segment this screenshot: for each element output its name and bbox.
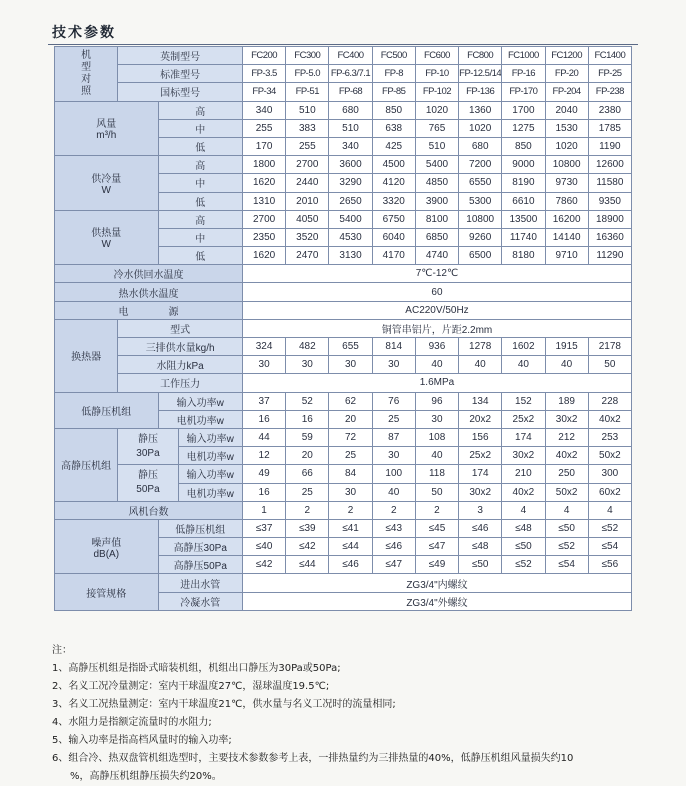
airflow-cell: 340	[329, 137, 372, 155]
exchanger-type-label: 型式	[118, 319, 243, 337]
cooling-cell: 6550	[459, 174, 502, 192]
high-static-row-label: 电机功率w	[178, 447, 242, 465]
title-divider	[48, 44, 638, 45]
cooling-cell: 4500	[372, 156, 415, 174]
low-static-label: 低静压机组	[55, 392, 159, 428]
model-cell: FP-5.0	[286, 65, 329, 83]
noise-cell: ≤42	[286, 538, 329, 556]
note-6-cont: %，高静压机组静压损失约20%。	[70, 771, 222, 782]
low-static-cell: 30	[415, 410, 458, 428]
model-cell: FP-6.3/7.1	[329, 65, 372, 83]
cooling-level-label: 高	[158, 156, 242, 174]
pipe-row-value: ZG3/4"外螺纹	[242, 592, 631, 610]
airflow-cell: 680	[459, 137, 502, 155]
low-static-cell: 40x2	[588, 410, 631, 428]
static-pressure-label: 静压30Pa	[118, 428, 178, 464]
low-static-cell: 76	[372, 392, 415, 410]
model-cell: FP-16	[502, 65, 545, 83]
high-static-cell: 40	[372, 483, 415, 501]
note-5: 5、输入功率是指高档风量时的输入功率;	[52, 735, 232, 746]
low-static-cell: 52	[286, 392, 329, 410]
airflow-cell: 255	[286, 137, 329, 155]
noise-cell: ≤44	[329, 538, 372, 556]
noise-cell: ≤41	[329, 519, 372, 537]
noise-cell: ≤52	[545, 538, 588, 556]
cooling-cell: 9000	[502, 156, 545, 174]
spec-row-label: 电 源	[55, 301, 243, 319]
model-cell: FP-102	[415, 83, 458, 101]
airflow-cell: 383	[286, 119, 329, 137]
high-static-cell: 118	[415, 465, 458, 483]
heating-cell: 16360	[588, 228, 631, 246]
model-cell: FP-20	[545, 65, 588, 83]
airflow-cell: 850	[502, 137, 545, 155]
noise-cell: ≤56	[588, 556, 631, 574]
spec-table	[54, 46, 632, 611]
noise-cell: ≤39	[286, 519, 329, 537]
exchanger-label: 换热器	[55, 319, 118, 392]
exchanger-flow-cell: 936	[415, 338, 458, 356]
high-static-cell: 210	[502, 465, 545, 483]
spec-row-label: 热水供水温度	[55, 283, 243, 301]
heating-cell: 3130	[329, 247, 372, 265]
noise-cell: ≤50	[502, 538, 545, 556]
low-static-cell: 152	[502, 392, 545, 410]
noise-cell: ≤46	[459, 519, 502, 537]
high-static-cell: 30x2	[459, 483, 502, 501]
heating-cell: 9710	[545, 247, 588, 265]
airflow-cell: 425	[372, 137, 415, 155]
noise-cell: ≤37	[242, 519, 285, 537]
cooling-cell: 1310	[242, 192, 285, 210]
heating-cell: 16200	[545, 210, 588, 228]
heating-level-label: 低	[158, 247, 242, 265]
airflow-cell: 1020	[459, 119, 502, 137]
exchanger-resist-cell: 50	[588, 356, 631, 374]
heating-cell: 2470	[286, 247, 329, 265]
low-static-cell: 37	[242, 392, 285, 410]
heating-cell: 4050	[286, 210, 329, 228]
cooling-cell: 2650	[329, 192, 372, 210]
high-static-cell: 30	[372, 447, 415, 465]
noise-cell: ≤52	[588, 519, 631, 537]
airflow-cell: 1190	[588, 137, 631, 155]
low-static-row-label: 电机功率w	[158, 410, 242, 428]
low-static-cell: 25x2	[502, 410, 545, 428]
cooling-cell: 1800	[242, 156, 285, 174]
exchanger-flow-cell: 2178	[588, 338, 631, 356]
exchanger-pressure-value: 1.6MPa	[242, 374, 631, 392]
noise-cell: ≤45	[415, 519, 458, 537]
model-cell: FC200	[242, 47, 285, 65]
pipe-row-value: ZG3/4"内螺纹	[242, 574, 631, 592]
airflow-cell: 1020	[545, 137, 588, 155]
high-static-cell: 50x2	[545, 483, 588, 501]
noise-cell: ≤50	[459, 556, 502, 574]
airflow-cell: 765	[415, 119, 458, 137]
low-static-cell: 134	[459, 392, 502, 410]
fan-count-cell: 2	[372, 501, 415, 519]
model-cell: FP-170	[502, 83, 545, 101]
page-title: 技术参数	[52, 25, 116, 41]
spec-row-value: 7℃-12℃	[242, 265, 631, 283]
spec-row-label: 冷水供回水温度	[55, 265, 243, 283]
high-static-cell: 108	[415, 428, 458, 446]
fan-count-cell: 2	[415, 501, 458, 519]
exchanger-flow-cell: 1278	[459, 338, 502, 356]
heating-level-label: 高	[158, 210, 242, 228]
note-3: 3、名义工况热量测定：室内干球温度21℃，供水量与名义工况时的流量相同;	[52, 699, 396, 710]
high-static-cell: 30x2	[502, 447, 545, 465]
airflow-cell: 1275	[502, 119, 545, 137]
high-static-row-label: 电机功率w	[178, 483, 242, 501]
low-static-cell: 25	[372, 410, 415, 428]
cooling-cell: 2010	[286, 192, 329, 210]
heating-cell: 8100	[415, 210, 458, 228]
cooling-cell: 3600	[329, 156, 372, 174]
airflow-cell: 340	[242, 101, 285, 119]
exchanger-flow-cell: 1602	[502, 338, 545, 356]
high-static-cell: 25	[286, 483, 329, 501]
heating-level-label: 中	[158, 228, 242, 246]
noise-cell: ≤48	[502, 519, 545, 537]
fan-count-label: 风机台数	[55, 501, 243, 519]
heating-cell: 2700	[242, 210, 285, 228]
heating-cell: 10800	[459, 210, 502, 228]
airflow-cell: 255	[242, 119, 285, 137]
heating-cell: 4530	[329, 228, 372, 246]
cooling-cell: 3290	[329, 174, 372, 192]
noise-cell: ≤42	[242, 556, 285, 574]
exchanger-resist-cell: 30	[286, 356, 329, 374]
noise-cell: ≤54	[588, 538, 631, 556]
heating-cell: 14140	[545, 228, 588, 246]
airflow-cell: 850	[372, 101, 415, 119]
low-static-cell: 16	[242, 410, 285, 428]
noise-row-label: 高静压50Pa	[158, 556, 242, 574]
airflow-label: 风量 m³/h	[55, 101, 159, 156]
cooling-cell: 4850	[415, 174, 458, 192]
high-static-cell: 50	[415, 483, 458, 501]
airflow-cell: 510	[415, 137, 458, 155]
cooling-cell: 3900	[415, 192, 458, 210]
cooling-cell: 2440	[286, 174, 329, 192]
noise-cell: ≤46	[329, 556, 372, 574]
airflow-cell: 1700	[502, 101, 545, 119]
airflow-cell: 1020	[415, 101, 458, 119]
model-cell: FC1400	[588, 47, 631, 65]
note-4: 4、水阻力是指额定流量时的水阻力;	[52, 717, 212, 728]
airflow-cell: 1360	[459, 101, 502, 119]
airflow-cell: 2380	[588, 101, 631, 119]
heating-cell: 8180	[502, 247, 545, 265]
note-6: 6、组合冷、热双盘管机组选型时，主要技术参数参考上表，一排热量约为三排热量的40%，低静压机组风量损失约10	[52, 753, 574, 764]
cooling-cell: 9730	[545, 174, 588, 192]
low-static-cell: 20x2	[459, 410, 502, 428]
airflow-cell: 510	[329, 119, 372, 137]
model-cell: FC1200	[545, 47, 588, 65]
high-static-cell: 174	[459, 465, 502, 483]
exchanger-pressure-label: 工作压力	[118, 374, 243, 392]
cooling-cell: 8190	[502, 174, 545, 192]
high-static-cell: 250	[545, 465, 588, 483]
fan-count-cell: 4	[502, 501, 545, 519]
cooling-level-label: 中	[158, 174, 242, 192]
cooling-cell: 9350	[588, 192, 631, 210]
low-static-row-label: 输入功率w	[158, 392, 242, 410]
high-static-cell: 49	[242, 465, 285, 483]
cooling-cell: 1620	[242, 174, 285, 192]
airflow-level-label: 低	[158, 137, 242, 155]
notes	[52, 642, 652, 786]
noise-row-label: 高静压30Pa	[158, 538, 242, 556]
cooling-cell: 6610	[502, 192, 545, 210]
low-static-cell: 20	[329, 410, 372, 428]
noise-cell: ≤52	[502, 556, 545, 574]
noise-cell: ≤44	[286, 556, 329, 574]
cooling-level-label: 低	[158, 192, 242, 210]
heating-cell: 11740	[502, 228, 545, 246]
heating-cell: 9260	[459, 228, 502, 246]
model-cell: FP-68	[329, 83, 372, 101]
heating-cell: 6850	[415, 228, 458, 246]
airflow-level-label: 中	[158, 119, 242, 137]
heating-label: 供热量 W	[55, 210, 159, 265]
heating-cell: 6750	[372, 210, 415, 228]
model-row-label: 英制型号	[118, 47, 243, 65]
model-cell: FC400	[329, 47, 372, 65]
model-cell: FP-238	[588, 83, 631, 101]
model-cell: FP-12.5/14	[459, 65, 502, 83]
pipe-label: 接管规格	[55, 574, 159, 610]
cooling-cell: 7200	[459, 156, 502, 174]
noise-cell: ≤47	[372, 556, 415, 574]
exchanger-type-value: 铜管串铝片，片距2.2mm	[242, 319, 631, 337]
high-static-cell: 44	[242, 428, 285, 446]
high-static-cell: 59	[286, 428, 329, 446]
noise-row-label: 低静压机组	[158, 519, 242, 537]
airflow-level-label: 高	[158, 101, 242, 119]
high-static-cell: 25	[329, 447, 372, 465]
exchanger-flow-cell: 814	[372, 338, 415, 356]
high-static-cell: 12	[242, 447, 285, 465]
noise-cell: ≤43	[372, 519, 415, 537]
high-static-row-label: 输入功率w	[178, 428, 242, 446]
high-static-cell: 40x2	[545, 447, 588, 465]
high-static-cell: 60x2	[588, 483, 631, 501]
model-cell: FP-136	[459, 83, 502, 101]
fan-count-cell: 2	[286, 501, 329, 519]
noise-cell: ≤50	[545, 519, 588, 537]
exchanger-resist-cell: 40	[459, 356, 502, 374]
exchanger-flow-cell: 1915	[545, 338, 588, 356]
model-cell: FP-51	[286, 83, 329, 101]
low-static-cell: 228	[588, 392, 631, 410]
cooling-cell: 5400	[415, 156, 458, 174]
exchanger-resist-label: 水阻力kPa	[118, 356, 243, 374]
airflow-cell: 510	[286, 101, 329, 119]
static-pressure-label: 静压50Pa	[118, 465, 178, 501]
model-cell: FP-85	[372, 83, 415, 101]
cooling-cell: 4120	[372, 174, 415, 192]
model-cell: FP-34	[242, 83, 285, 101]
high-static-cell: 40x2	[502, 483, 545, 501]
model-cell: FP-3.5	[242, 65, 285, 83]
model-cell: FP-8	[372, 65, 415, 83]
cooling-cell: 7860	[545, 192, 588, 210]
model-row-label: 国标型号	[118, 83, 243, 101]
high-static-cell: 84	[329, 465, 372, 483]
low-static-cell: 62	[329, 392, 372, 410]
pipe-row-label: 进出水管	[158, 574, 242, 592]
model-group-label: 机 型 对 照	[55, 47, 118, 102]
fan-count-cell: 2	[329, 501, 372, 519]
high-static-cell: 212	[545, 428, 588, 446]
cooling-cell: 11580	[588, 174, 631, 192]
exchanger-resist-cell: 30	[372, 356, 415, 374]
high-static-cell: 174	[502, 428, 545, 446]
high-static-cell: 72	[329, 428, 372, 446]
exchanger-resist-cell: 40	[545, 356, 588, 374]
model-row-label: 标准型号	[118, 65, 243, 83]
high-static-cell: 16	[242, 483, 285, 501]
high-static-label: 高静压机组	[55, 428, 118, 501]
note-1: 1、高静压机组是指卧式暗装机组，机组出口静压为30Pa或50Pa;	[52, 663, 341, 674]
high-static-cell: 50x2	[588, 447, 631, 465]
exchanger-resist-cell: 30	[242, 356, 285, 374]
high-static-cell: 300	[588, 465, 631, 483]
heating-cell: 4740	[415, 247, 458, 265]
model-cell: FP-204	[545, 83, 588, 101]
spec-row-value: AC220V/50Hz	[242, 301, 631, 319]
spec-row-value: 60	[242, 283, 631, 301]
noise-cell: ≤48	[459, 538, 502, 556]
noise-cell: ≤40	[242, 538, 285, 556]
exchanger-resist-cell: 40	[415, 356, 458, 374]
model-cell: FC800	[459, 47, 502, 65]
cooling-cell: 3320	[372, 192, 415, 210]
high-static-cell: 66	[286, 465, 329, 483]
model-cell: FC300	[286, 47, 329, 65]
noise-cell: ≤54	[545, 556, 588, 574]
fan-count-cell: 4	[588, 501, 631, 519]
model-cell: FC500	[372, 47, 415, 65]
model-cell: FC1000	[502, 47, 545, 65]
model-cell: FC600	[415, 47, 458, 65]
cooling-cell: 5300	[459, 192, 502, 210]
high-static-cell: 20	[286, 447, 329, 465]
notes-heading: 注：	[52, 645, 72, 656]
airflow-cell: 1530	[545, 119, 588, 137]
cooling-cell: 2700	[286, 156, 329, 174]
exchanger-flow-cell: 655	[329, 338, 372, 356]
heating-cell: 5400	[329, 210, 372, 228]
heating-cell: 1620	[242, 247, 285, 265]
low-static-cell: 30x2	[545, 410, 588, 428]
heating-cell: 6500	[459, 247, 502, 265]
airflow-cell: 680	[329, 101, 372, 119]
model-cell: FP-25	[588, 65, 631, 83]
exchanger-resist-cell: 40	[502, 356, 545, 374]
noise-cell: ≤49	[415, 556, 458, 574]
pipe-row-label: 冷凝水管	[158, 592, 242, 610]
high-static-cell: 87	[372, 428, 415, 446]
low-static-cell: 189	[545, 392, 588, 410]
model-cell: FP-10	[415, 65, 458, 83]
exchanger-resist-cell: 30	[329, 356, 372, 374]
noise-label: 噪声值 dB(A)	[55, 519, 159, 574]
airflow-cell: 170	[242, 137, 285, 155]
exchanger-flow-cell: 482	[286, 338, 329, 356]
high-static-row-label: 输入功率w	[178, 465, 242, 483]
heating-cell: 6040	[372, 228, 415, 246]
noise-cell: ≤47	[415, 538, 458, 556]
low-static-cell: 16	[286, 410, 329, 428]
heating-cell: 11290	[588, 247, 631, 265]
exchanger-flow-label: 三排供水量kg/h	[118, 338, 243, 356]
noise-cell: ≤46	[372, 538, 415, 556]
fan-count-cell: 4	[545, 501, 588, 519]
heating-cell: 3520	[286, 228, 329, 246]
cooling-cell: 10800	[545, 156, 588, 174]
high-static-cell: 100	[372, 465, 415, 483]
low-static-cell: 96	[415, 392, 458, 410]
high-static-cell: 253	[588, 428, 631, 446]
high-static-cell: 40	[415, 447, 458, 465]
airflow-cell: 1785	[588, 119, 631, 137]
airflow-cell: 2040	[545, 101, 588, 119]
high-static-cell: 25x2	[459, 447, 502, 465]
fan-count-cell: 1	[242, 501, 285, 519]
high-static-cell: 156	[459, 428, 502, 446]
high-static-cell: 30	[329, 483, 372, 501]
heating-cell: 2350	[242, 228, 285, 246]
note-2: 2、名义工况冷量测定：室内干球温度27℃，湿球温度19.5℃;	[52, 681, 330, 692]
fan-count-cell: 3	[459, 501, 502, 519]
airflow-cell: 638	[372, 119, 415, 137]
cooling-label: 供冷量 W	[55, 156, 159, 211]
exchanger-flow-cell: 324	[242, 338, 285, 356]
heating-cell: 4170	[372, 247, 415, 265]
heating-cell: 13500	[502, 210, 545, 228]
cooling-cell: 12600	[588, 156, 631, 174]
heating-cell: 18900	[588, 210, 631, 228]
